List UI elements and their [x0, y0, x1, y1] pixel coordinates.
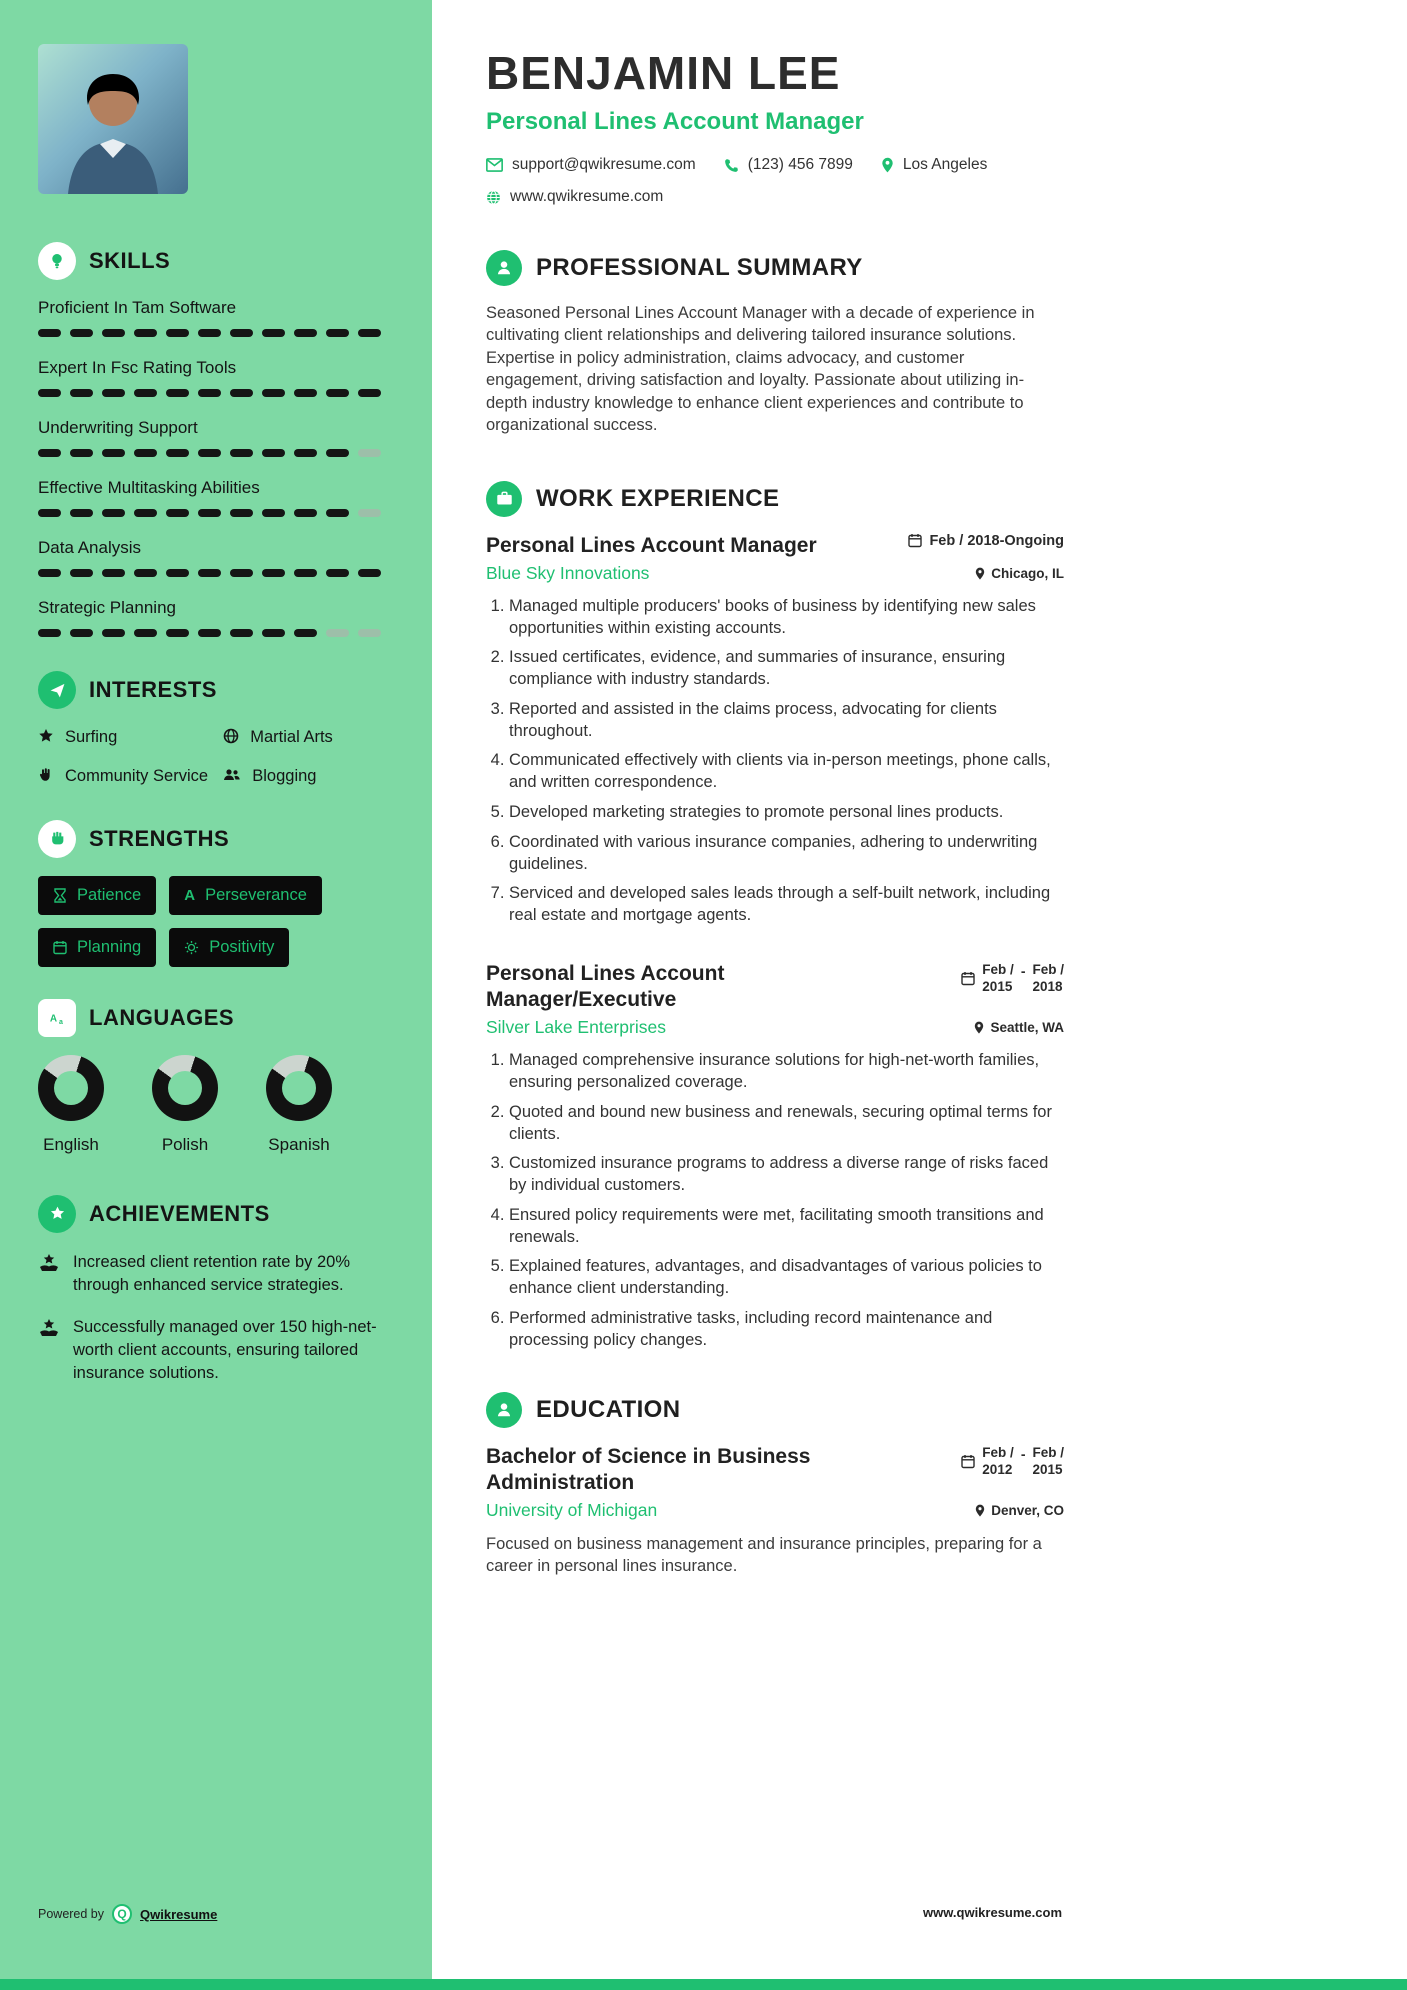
skill-bar [38, 569, 394, 577]
job-date-to: Feb / 2018 [1032, 961, 1064, 995]
users-icon [223, 767, 241, 783]
language-donut-chart [152, 1055, 218, 1121]
education-date-to: Feb / 2015 [1032, 1444, 1064, 1478]
achievements-title: ACHIEVEMENTS [89, 1200, 270, 1226]
education-text: Focused on business management and insurance principles, preparing for a career in personal lines insurance. [486, 1535, 1042, 1576]
job-bullet-list [486, 596, 1064, 927]
skill-item [38, 538, 394, 577]
achievement-item [38, 1251, 394, 1297]
interest-label: Martial Arts [250, 728, 333, 746]
skill-label: Underwriting Support [38, 418, 198, 437]
summary-title: PROFESSIONAL SUMMARY [536, 254, 863, 281]
strength-badge [169, 876, 322, 915]
date-separator: - [1020, 962, 1026, 979]
paper-plane-icon [38, 671, 76, 709]
skill-label: Effective Multitasking Abilities [38, 478, 260, 497]
main-content [432, 0, 1407, 1990]
skills-section [38, 242, 394, 637]
interest-label: Community Service [65, 767, 209, 786]
sidebar [0, 0, 432, 1990]
sun-icon [184, 940, 199, 955]
skill-bar [38, 509, 394, 517]
interest-item [223, 766, 394, 787]
interests-list [38, 727, 394, 788]
language-donut-chart [266, 1055, 332, 1121]
job-date-text: Feb / 2018-Ongoing [929, 532, 1064, 549]
language-label: Polish [161, 1134, 209, 1154]
profile-photo [38, 44, 188, 194]
work-title: WORK EXPERIENCE [536, 484, 780, 512]
summary-section [486, 250, 1064, 437]
globe-icon [223, 728, 239, 744]
lightbulb-icon [38, 242, 76, 280]
education-header [486, 1392, 1064, 1428]
strength-badge [169, 928, 289, 967]
company-name: Blue Sky Innovations [486, 562, 650, 583]
job-bullet: 2. Issued certificates, evidence, and summaries of insurance, ensuring compliance with industry standards. [509, 647, 1064, 691]
skill-item [38, 598, 394, 637]
qwikresume-logo-icon: Q [112, 1904, 132, 1924]
skills-title: SKILLS [89, 248, 171, 273]
star-circle-icon [38, 1195, 76, 1233]
location-label: Los Angeles [902, 156, 988, 173]
calendar-icon [961, 1454, 975, 1469]
profile-icon [486, 250, 522, 286]
job-dates [961, 961, 1064, 996]
languages-section [38, 999, 394, 1155]
hand-star-icon [38, 1253, 60, 1273]
star-icon [38, 728, 54, 744]
languages-list [38, 1055, 394, 1155]
job-bullet-list [486, 1050, 1064, 1351]
map-pin-icon [881, 157, 894, 173]
hourglass-icon [53, 888, 67, 903]
skill-item [38, 358, 394, 397]
education-location-label: Denver, CO [991, 1503, 1064, 1519]
summary-header [486, 250, 1064, 286]
skill-label: Data Analysis [38, 538, 141, 557]
skill-item [38, 418, 394, 457]
interest-item [38, 766, 217, 787]
job-entry [486, 533, 1064, 927]
job-location [974, 1020, 1064, 1035]
skill-label: Expert In Fsc Rating Tools [38, 358, 237, 377]
letter-a-icon: A [184, 886, 196, 904]
language-item [38, 1055, 104, 1155]
strength-label: Patience [77, 885, 142, 904]
job-bullet: 3. Customized insurance programs to address a diverse range of risks faced by individual customers. [509, 1153, 1064, 1197]
website-item [486, 188, 663, 206]
language-label: English [43, 1134, 99, 1154]
job-location [975, 566, 1064, 581]
candidate-name: BENJAMIN LEE [486, 47, 841, 99]
phone-icon [724, 158, 739, 173]
job-bullet: 5. Developed marketing strategies to promote personal lines products. [509, 802, 1064, 824]
sidebar-footer [38, 1904, 217, 1924]
hand-icon [38, 767, 54, 783]
date-separator: - [1020, 1445, 1026, 1462]
interest-item [38, 727, 217, 748]
job-bullet: 1. Managed comprehensive insurance solutions for high-net-worth families, ensuring personalized coverage. [509, 1050, 1064, 1094]
contact-row [486, 156, 1064, 174]
interest-label: Blogging [252, 767, 317, 786]
job-bullet: 4. Ensured policy requirements were met, facilitating smooth transitions and renewals. [509, 1205, 1064, 1249]
person-silhouette-icon [38, 64, 188, 194]
pin-icon [974, 1021, 984, 1034]
degree-name: Bachelor of Science in Business Administration [486, 1444, 811, 1494]
svg-text:A: A [49, 1013, 58, 1025]
job-bullet: 4. Communicated effectively with clients via in-person meetings, phone calls, and written correspondence. [509, 750, 1064, 794]
strength-label: Positivity [209, 937, 275, 956]
skills-header [38, 242, 394, 280]
svg-text:a: a [59, 1018, 63, 1026]
interests-section [38, 671, 394, 788]
qwikresume-brand-link[interactable]: Qwikresume [140, 1906, 218, 1922]
briefcase-icon [486, 481, 522, 517]
bottom-accent-bar [0, 1979, 1407, 1990]
skill-item [38, 298, 394, 337]
skill-bar [38, 449, 394, 457]
job-bullet: 6. Coordinated with various insurance companies, adhering to underwriting guidelines. [509, 832, 1064, 876]
strength-label: Perseverance [205, 885, 307, 904]
pin-icon [975, 1504, 985, 1517]
skill-label: Proficient In Tam Software [38, 298, 237, 317]
job-role: Personal Lines Account Manager [486, 533, 817, 557]
skill-bar [38, 389, 394, 397]
job-location-label: Chicago, IL [991, 565, 1064, 581]
achievements-section [38, 1195, 394, 1385]
envelope-icon [486, 158, 503, 172]
education-section [486, 1392, 1064, 1578]
achievements-header [38, 1195, 394, 1233]
interests-header [38, 671, 394, 709]
translate-icon [38, 999, 76, 1037]
languages-header [38, 999, 394, 1037]
education-title: EDUCATION [536, 1395, 681, 1423]
job-entry [486, 961, 1064, 1352]
candidate-role: Personal Lines Account Manager [486, 108, 864, 135]
languages-title: LANGUAGES [89, 1004, 235, 1030]
skill-bar [38, 329, 394, 337]
hand-star-icon [38, 1318, 60, 1338]
calendar-icon [908, 533, 922, 548]
job-dates [908, 533, 1064, 549]
phone-link[interactable]: (123) 456 7899 [747, 156, 853, 173]
job-bullet: 3. Reported and assisted in the claims process, advocating for clients throughout. [509, 699, 1064, 743]
website-globe-icon [486, 190, 501, 205]
language-donut-chart [38, 1055, 104, 1121]
achievement-text: Successfully managed over 150 high-net-worth client accounts, ensuring tailored insurance solutions. [73, 1318, 377, 1382]
pin-icon [975, 567, 985, 580]
strength-badge [38, 876, 156, 915]
company-name: Silver Lake Enterprises [486, 1017, 666, 1038]
interest-item [223, 727, 394, 748]
job-location-label: Seattle, WA [990, 1020, 1064, 1036]
school-name: University of Michigan [486, 1500, 658, 1521]
job-bullet: 6. Performed administrative tasks, including record maintenance and processing policy changes. [509, 1308, 1064, 1352]
graduate-icon [486, 1392, 522, 1428]
work-section [486, 481, 1064, 1352]
strength-badge [38, 928, 156, 967]
strengths-section [38, 820, 394, 967]
phone-item [724, 156, 853, 174]
powered-by-label: Powered by [38, 1907, 105, 1921]
job-bullet: 1. Managed multiple producers' books of business by identifying new sales opportunities within existing accounts. [509, 596, 1064, 640]
location-item [881, 156, 987, 174]
job-bullet: 5. Explained features, advantages, and disadvantages of various policies to enhance client understanding. [509, 1256, 1064, 1300]
interest-label: Surfing [65, 728, 118, 746]
skill-bar [38, 629, 394, 637]
footer-site-label: www.qwikresume.com [923, 1905, 1062, 1920]
interests-title: INTERESTS [89, 677, 217, 702]
skill-item [38, 478, 394, 517]
strengths-header [38, 820, 394, 858]
achievement-item [38, 1316, 394, 1384]
job-bullet: 7. Serviced and developed sales leads through a self-built network, including real estate and mortgage agents. [509, 883, 1064, 927]
strengths-list [38, 876, 394, 967]
education-location [975, 1503, 1064, 1518]
job-date-from: Feb / 2015 [982, 961, 1014, 995]
calendar-icon [961, 971, 975, 986]
strengths-title: STRENGTHS [89, 825, 230, 851]
language-item [266, 1055, 332, 1155]
calendar-icon [53, 940, 67, 955]
work-header [486, 481, 1064, 517]
website-row [486, 188, 1064, 206]
email-link[interactable]: support@qwikresume.com [512, 156, 696, 173]
job-bullet: 2. Quoted and bound new business and renewals, securing optimal terms for clients. [509, 1102, 1064, 1146]
education-dates [961, 1444, 1064, 1479]
summary-text: Seasoned Personal Lines Account Manager with a decade of experience in cultivating client relationships and delivering tailored insurance solutions. Expertise in policy administration, claims advocacy, and customer engagement, driving satisfaction and loyalty. Passionate about utilizing in-depth industry knowledge to enhance client experiences and contribute to organizational success. [486, 304, 1035, 435]
language-item [152, 1055, 218, 1155]
skill-label: Strategic Planning [38, 598, 176, 617]
fist-icon [38, 820, 76, 858]
email-item [486, 156, 696, 174]
website-link[interactable]: www.qwikresume.com [510, 188, 664, 205]
language-label: Spanish [268, 1134, 330, 1154]
job-role: Personal Lines Account Manager/Executive [486, 961, 725, 1012]
strength-label: Planning [77, 937, 142, 956]
education-date-from: Feb / 2012 [982, 1444, 1014, 1478]
achievement-text: Increased client retention rate by 20% through enhanced service strategies. [73, 1252, 350, 1294]
